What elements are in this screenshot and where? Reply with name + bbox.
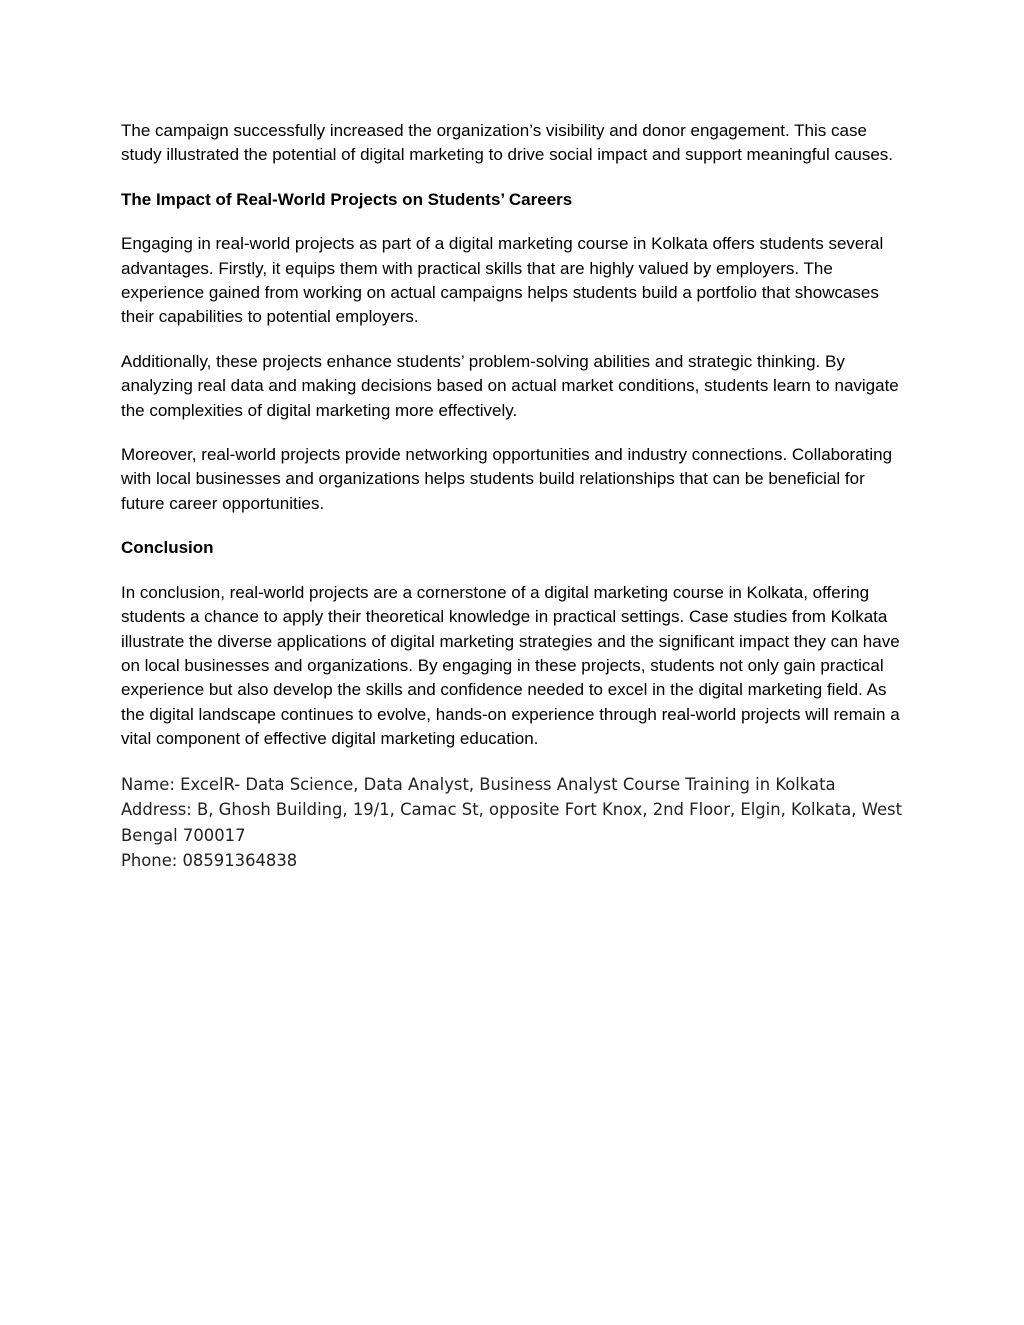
section-heading-conclusion: Conclusion <box>121 538 214 558</box>
contact-name: Name: ExcelR- Data Science, Data Analyst, Business Analyst Course Training in Kolkata <box>121 774 836 794</box>
impact-paragraph-1: Engaging in real-world projects as part of a digital marketing course in Kolkata offers students several advantages. Firstly, it equips them with practical skills that are highly valued by employers. The experience gained from working on actual campaigns helps students build a portfolio that showcases their capabilities to potential employers. <box>121 234 884 327</box>
section-heading-impact: The Impact of Real-World Projects on Students’ Careers <box>121 189 573 209</box>
contact-phone: Phone: 08591364838 <box>121 851 298 871</box>
contact-block <box>121 772 911 874</box>
conclusion-paragraph: In conclusion, real-world projects are a cornerstone of a digital marketing course in Kolkata, offering students a chance to apply their theoretical knowledge in practical settings. Case studies from Kolkata illustrate the diverse applications of digital marketing strategies and the significant impact they can have on local businesses and organizations. By engaging in these projects, students not only gain practical experience but also develop the skills and confidence needed to excel in the digital marketing field. As the digital landscape continues to evolve, hands-on experience through real-world projects will remain a vital component of effective digital marketing education. <box>121 582 900 749</box>
contact-address: Address: B, Ghosh Building, 19/1, Camac St, opposite Fort Knox, 2nd Floor, Elgin, Kolkata, West Bengal 700017 <box>121 800 902 845</box>
document-page <box>121 119 911 874</box>
impact-paragraph-2: Additionally, these projects enhance students’ problem-solving abilities and strategic thinking. By analyzing real data and making decisions based on actual market conditions, students learn to navigate the complexities of digital marketing more effectively. <box>121 351 899 420</box>
intro-paragraph: The campaign successfully increased the organization’s visibility and donor engagement. This case study illustrated the potential of digital marketing to drive social impact and support meaningful causes. <box>121 121 894 165</box>
impact-paragraph-3: Moreover, real-world projects provide networking opportunities and industry connections. Collaborating with local businesses and organizations helps students build relationships that can be beneficial for future career opportunities. <box>121 445 893 513</box>
